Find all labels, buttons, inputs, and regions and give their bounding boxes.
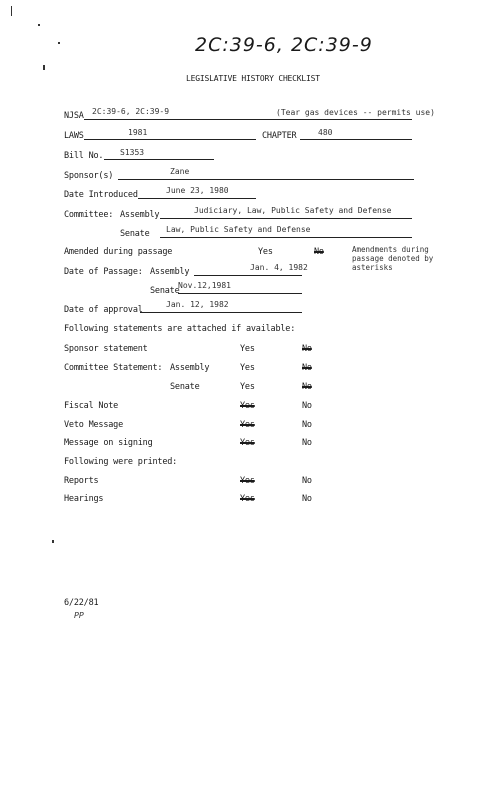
amended-no-crossed: No <box>314 247 324 257</box>
date-introduced-label: Date Introduced <box>64 190 138 200</box>
hearings-yes-crossed: Yes <box>240 494 255 504</box>
reports-label: Reports <box>64 476 99 486</box>
fiscal-note-no: No <box>302 401 312 411</box>
njsa-note: (Tear gas devices -- permits use) <box>276 108 435 117</box>
date-introduced-line <box>138 198 256 199</box>
njsa-line-right <box>272 119 412 120</box>
amended-note: Amendments during passage denoted by asterisks <box>352 245 434 272</box>
veto-message-label: Veto Message <box>64 420 124 430</box>
passage-assembly-value: Jan. 4, 1982 <box>250 263 308 272</box>
stray-mark <box>52 540 54 543</box>
margin-mark-dot-3 <box>58 42 60 44</box>
passage-assembly-line <box>194 275 302 276</box>
sponsor-line <box>118 179 414 180</box>
passage-label: Date of Passage: <box>64 267 143 277</box>
hearings-no: No <box>302 494 312 504</box>
passage-senate-value: Nov.12,1981 <box>178 281 231 290</box>
page-title: LEGISLATIVE HISTORY CHECKLIST <box>186 74 320 83</box>
margin-mark-dot <box>43 65 45 70</box>
committee-senate-value: Law, Public Safety and Defense <box>166 225 311 234</box>
passage-assembly-label: Assembly <box>150 267 190 277</box>
committee-assembly-value: Judiciary, Law, Public Safety and Defense <box>194 206 392 215</box>
approval-label: Date of approval <box>64 305 143 315</box>
footer-date: 6/22/81 <box>64 598 99 608</box>
cs-assembly-no-crossed: No <box>302 363 312 373</box>
laws-line <box>84 139 256 140</box>
message-signing-yes-crossed: Yes <box>240 438 255 448</box>
chapter-line <box>300 139 412 140</box>
passage-senate-line <box>178 293 302 294</box>
njsa-line <box>84 119 272 120</box>
veto-message-no: No <box>302 420 312 430</box>
amended-label: Amended during passage <box>64 247 173 257</box>
reports-no: No <box>302 476 312 486</box>
hearings-label: Hearings <box>64 494 104 504</box>
sponsor-statement-yes: Yes <box>240 344 255 354</box>
approval-line <box>140 312 302 313</box>
fiscal-note-label: Fiscal Note <box>64 401 119 411</box>
laws-value: 1981 <box>128 128 148 137</box>
footer-initials: PP <box>74 611 84 620</box>
bill-line <box>104 159 214 160</box>
sponsor-statement-label: Sponsor statement <box>64 344 148 354</box>
message-signing-label: Message on signing <box>64 438 153 448</box>
committee-senate-label: Senate <box>120 229 150 239</box>
laws-label: LAWS <box>64 131 84 141</box>
sponsor-label: Sponsor(s) <box>64 171 114 181</box>
margin-mark-top <box>11 6 12 16</box>
njsa-label: NJSA <box>64 111 84 121</box>
committee-assembly-label: Assembly <box>120 210 160 220</box>
fiscal-note-yes-crossed: Yes <box>240 401 255 411</box>
cs-assembly-label: Assembly <box>170 363 210 373</box>
cs-senate-no-crossed: No <box>302 382 312 392</box>
sponsor-value: Zane <box>170 167 190 176</box>
veto-message-yes-crossed: Yes <box>240 420 255 430</box>
reports-yes-crossed: Yes <box>240 476 255 486</box>
chapter-label: CHAPTER <box>262 131 297 141</box>
date-introduced-value: June 23, 1980 <box>166 186 229 195</box>
statements-heading: Following statements are attached if available: <box>64 324 296 334</box>
cs-assembly-yes: Yes <box>240 363 255 373</box>
printed-heading: Following were printed: <box>64 457 178 467</box>
chapter-value: 480 <box>318 128 333 137</box>
message-signing-no: No <box>302 438 312 448</box>
cs-senate-label: Senate <box>170 382 200 392</box>
njsa-value: 2C:39-6, 2C:39-9 <box>92 107 170 116</box>
committee-statement-label: Committee Statement: <box>64 363 163 373</box>
approval-value: Jan. 12, 1982 <box>166 300 229 309</box>
bill-value: S1353 <box>120 148 145 157</box>
committee-label: Committee: <box>64 210 114 220</box>
sponsor-statement-no-crossed: No <box>302 344 312 354</box>
bill-label: Bill No. <box>64 151 104 161</box>
passage-senate-label: Senate <box>150 286 180 296</box>
handwritten-citation: 2C:39-6, 2C:39-9 <box>195 34 373 56</box>
cs-senate-yes: Yes <box>240 382 255 392</box>
committee-senate-line <box>160 237 412 238</box>
committee-assembly-line <box>160 218 412 219</box>
amended-yes: Yes <box>258 247 273 257</box>
margin-mark-dot-2 <box>38 24 40 26</box>
